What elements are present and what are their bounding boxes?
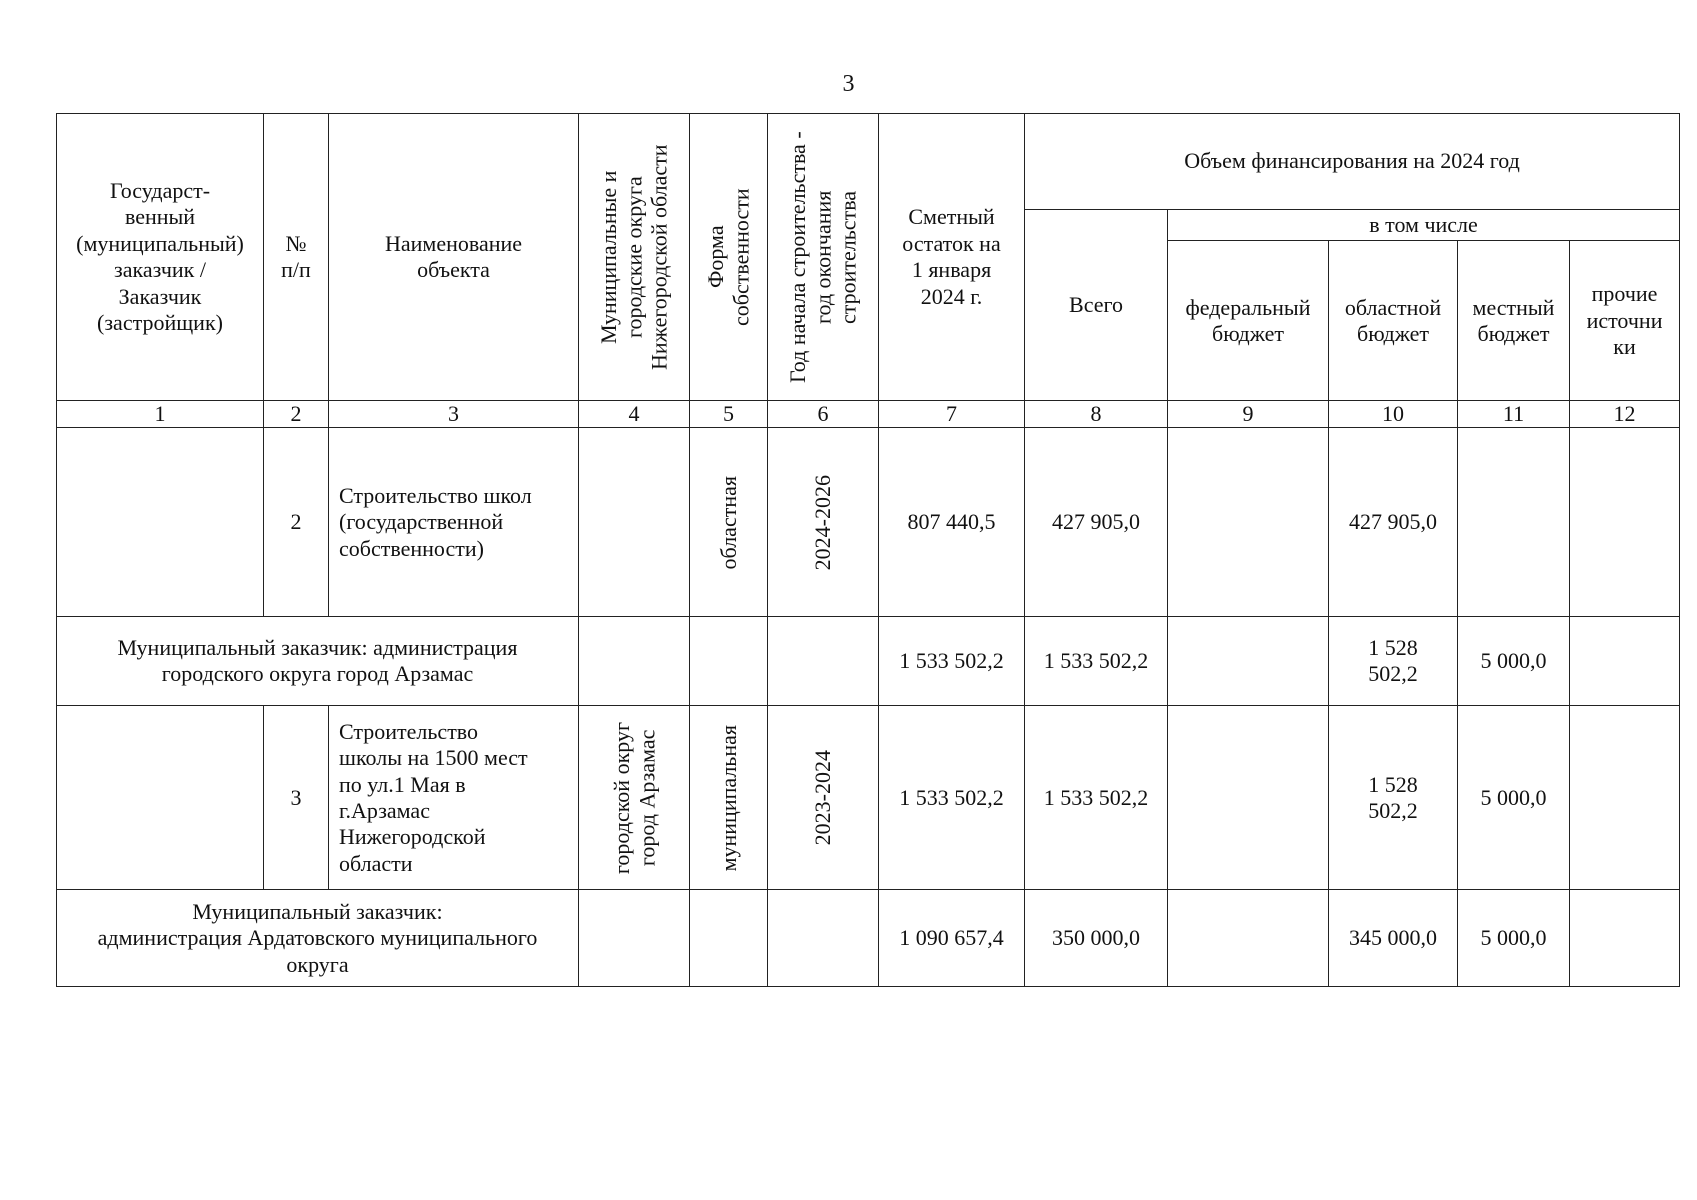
header-object-name: Наименование объекта bbox=[329, 114, 579, 401]
cell-years: 2023-2024 bbox=[768, 706, 879, 890]
page-number: 3 bbox=[842, 71, 855, 97]
cell-district bbox=[579, 428, 690, 617]
cell-federal bbox=[1168, 617, 1329, 706]
header-federal: федеральный бюджет bbox=[1168, 241, 1329, 401]
table-row bbox=[57, 706, 1680, 890]
cell-balance: 1 533 502,2 bbox=[879, 617, 1025, 706]
cell-local: 5 000,0 bbox=[1458, 617, 1570, 706]
cell-object-name: Строительство школ (государственной собственности) bbox=[329, 428, 579, 617]
column-number: 10 bbox=[1329, 401, 1458, 428]
column-number: 4 bbox=[579, 401, 690, 428]
cell-years bbox=[768, 890, 879, 987]
header-number: № п/п bbox=[264, 114, 329, 401]
cell-regional: 1 528 502,2 bbox=[1329, 706, 1458, 890]
cell-number: 3 bbox=[264, 706, 329, 890]
cell-federal bbox=[1168, 706, 1329, 890]
header-including: в том числе bbox=[1168, 210, 1680, 241]
cell-balance: 1 090 657,4 bbox=[879, 890, 1025, 987]
cell-total: 350 000,0 bbox=[1025, 890, 1168, 987]
financing-table bbox=[56, 113, 1680, 987]
header-balance: Сметный остаток на 1 января 2024 г. bbox=[879, 114, 1025, 401]
column-number: 7 bbox=[879, 401, 1025, 428]
header-financing: Объем финансирования на 2024 год bbox=[1025, 114, 1680, 210]
cell-ownership: областная bbox=[690, 428, 768, 617]
table-row bbox=[57, 617, 1680, 706]
column-number: 12 bbox=[1570, 401, 1680, 428]
cell-district: городской округ город Арзамас bbox=[579, 706, 690, 890]
header-years: Год начала строительства - год окончания строительства bbox=[768, 114, 879, 401]
cell-regional: 345 000,0 bbox=[1329, 890, 1458, 987]
header-local: местный бюджет bbox=[1458, 241, 1570, 401]
cell-local bbox=[1458, 428, 1570, 617]
cell-ownership bbox=[690, 890, 768, 987]
cell-number: 2 bbox=[264, 428, 329, 617]
table-row bbox=[57, 890, 1680, 987]
column-number: 5 bbox=[690, 401, 768, 428]
cell-regional: 1 528 502,2 bbox=[1329, 617, 1458, 706]
cell-total: 1 533 502,2 bbox=[1025, 706, 1168, 890]
column-number: 3 bbox=[329, 401, 579, 428]
cell-district bbox=[579, 617, 690, 706]
cell-years: 2024-2026 bbox=[768, 428, 879, 617]
cell-other bbox=[1570, 428, 1680, 617]
column-number: 6 bbox=[768, 401, 879, 428]
cell-federal bbox=[1168, 890, 1329, 987]
cell-regional: 427 905,0 bbox=[1329, 428, 1458, 617]
cell-object-name: Строительство школы на 1500 мест по ул.1 Мая в г.Арзамас Нижегородской области bbox=[329, 706, 579, 890]
cell-group-customer: Муниципальный заказчик: администрация городского округа город Арзамас bbox=[57, 617, 579, 706]
cell-other bbox=[1570, 706, 1680, 890]
cell-total: 1 533 502,2 bbox=[1025, 617, 1168, 706]
cell-years bbox=[768, 617, 879, 706]
cell-other bbox=[1570, 890, 1680, 987]
cell-ownership: муниципальная bbox=[690, 706, 768, 890]
cell-local: 5 000,0 bbox=[1458, 890, 1570, 987]
cell-balance: 1 533 502,2 bbox=[879, 706, 1025, 890]
cell-local: 5 000,0 bbox=[1458, 706, 1570, 890]
cell-district bbox=[579, 890, 690, 987]
header-total: Всего bbox=[1025, 210, 1168, 401]
table-row bbox=[57, 428, 1680, 617]
column-number: 9 bbox=[1168, 401, 1329, 428]
header-other: прочие источни ки bbox=[1570, 241, 1680, 401]
column-number: 2 bbox=[264, 401, 329, 428]
cell-customer bbox=[57, 428, 264, 617]
cell-balance: 807 440,5 bbox=[879, 428, 1025, 617]
cell-ownership bbox=[690, 617, 768, 706]
cell-other bbox=[1570, 617, 1680, 706]
cell-customer bbox=[57, 706, 264, 890]
header-regional: областной бюджет bbox=[1329, 241, 1458, 401]
cell-group-customer: Муниципальный заказчик: администрация Ардатовского муниципального округа bbox=[57, 890, 579, 987]
header-ownership: Форма собственности bbox=[690, 114, 768, 401]
column-number: 1 bbox=[57, 401, 264, 428]
column-number: 11 bbox=[1458, 401, 1570, 428]
header-districts: Муниципальные и городские округа Нижегородской области bbox=[579, 114, 690, 401]
header-customer: Государст- венный (муниципальный) заказчик / Заказчик (застройщик) bbox=[57, 114, 264, 401]
cell-total: 427 905,0 bbox=[1025, 428, 1168, 617]
cell-federal bbox=[1168, 428, 1329, 617]
column-number-row bbox=[57, 401, 1680, 428]
column-number: 8 bbox=[1025, 401, 1168, 428]
